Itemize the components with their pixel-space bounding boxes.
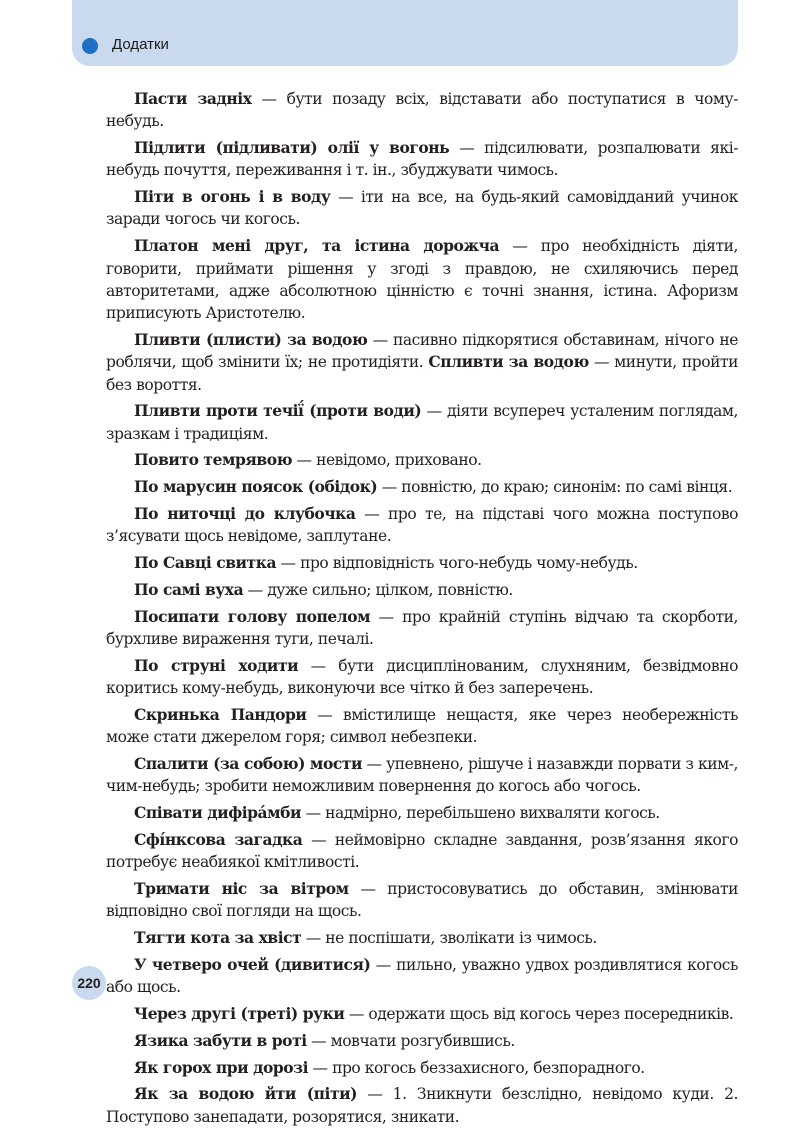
- entry-definition: — вмістилище нещастя, яке через необережність може стати джерелом горя; символ небезпеки.: [106, 705, 738, 747]
- entry-term: Підлити (підливати) олії у вогонь: [134, 138, 450, 158]
- entry-term: По струні ходити: [134, 655, 299, 675]
- glossary-entry: [106, 802, 738, 824]
- entry-term: Повито темрявою: [134, 450, 293, 470]
- glossary-entry: [106, 88, 738, 133]
- entry-term: Скринька Пандори: [134, 704, 307, 724]
- entry-term: Тримати ніс за вітром: [134, 879, 349, 898]
- entry-definition: — пильно, уважно удвох роздивлятися когось або щось.: [106, 955, 738, 997]
- glossary-entry: [106, 449, 738, 471]
- entry-term: По Савці свитка: [134, 553, 277, 573]
- entry-term: По ниточці до клубочка: [134, 504, 356, 524]
- glossary-entry: [106, 400, 738, 445]
- entry-term: Пливти проти течії́ (проти води): [134, 401, 422, 421]
- glossary-entry: [106, 1057, 738, 1079]
- entry-term: Пливти (плисти) за водою: [134, 329, 368, 349]
- entry-definition: — повністю, до краю; синонім: по самі вінця.: [381, 478, 733, 497]
- entry-term: Пасти задніх: [134, 89, 252, 108]
- glossary-entry: [106, 579, 738, 601]
- entry-definition: — про те, на підставі чого можна поступово з’ясувати щось невідоме, заплутане.: [106, 505, 738, 546]
- entry-definition: — про когось беззахисного, безпорадного.: [312, 1058, 645, 1077]
- glossary-entry: [106, 954, 738, 999]
- entry-term: Як горох при дорозі: [134, 1057, 309, 1077]
- entry-definition: — про відповідність чого-небудь чому-небудь.: [280, 554, 638, 573]
- entry-definition: — мовчати розгубившись.: [311, 1031, 515, 1050]
- entry-term: По марусин поясок (обідок): [134, 477, 378, 497]
- entry-definition: — підсилювати, розпалювати які-небудь почуття, переживання і т. ін., збуджувати чимось.: [106, 139, 738, 180]
- entry-definition: — дуже сильно; цілком, повністю.: [247, 580, 513, 599]
- entry-term: Через другі (треті) руки: [134, 1003, 345, 1023]
- entry-definition: — пристосовуватись до обставин, змінювати відповідно свої погляди на щось.: [106, 880, 738, 921]
- entry-definition: — бути позаду всіх, відставати або поступатися в чому-небудь.: [106, 90, 738, 131]
- glossary-entry: [106, 503, 738, 548]
- glossary-entry: [106, 329, 738, 396]
- section-title: Додатки: [112, 36, 169, 53]
- entry-term: Тягти кота за хвіст: [134, 928, 302, 948]
- glossary-entry: [106, 1083, 738, 1128]
- glossary-content: [106, 88, 738, 1132]
- entry-definition: — неймовірно складне завдання, розв’язання якого потребує неабиякої кмітливості.: [106, 830, 738, 872]
- glossary-entry: [106, 1003, 738, 1025]
- entry-definition: — про крайній ступінь відчаю та скорботи, бурхливе вираження туги, печалі.: [106, 607, 738, 649]
- page-header: [72, 0, 738, 66]
- section-bullet-icon: [82, 38, 98, 54]
- entry-term: Спалити (за собою) мости: [134, 754, 363, 774]
- entry-definition: — 1. Зникнути безслідно, невідомо куди. 2. Поступово занепадати, розорятися, зникати.: [106, 1085, 738, 1126]
- entry-definition: — не поспішати, зволікати із чимось.: [305, 929, 597, 948]
- entry-definition: — бути дисциплінованим, слухняним, безвідмовно коритись кому-небудь, виконуючи все чітко й без заперечень.: [106, 656, 738, 698]
- entry-definition: — діяти всупереч усталеним поглядам, зразкам і традиціям.: [106, 402, 738, 443]
- glossary-entry: [106, 753, 738, 798]
- entry-term: Піти в огонь і в воду: [134, 187, 331, 207]
- entry-definition: — іти на все, на будь-який самовідданий учинок заради чогось чи когось.: [106, 188, 738, 229]
- glossary-entry: [106, 606, 738, 651]
- entry-term: Сфі́нксова загадка: [134, 829, 303, 849]
- entry-definition: — пасивно підкорятися обставинам, нічого не роблячи, щоб змінити їх; не протидіяти.: [106, 330, 738, 372]
- entry-term: Співати дифіра́мби: [134, 803, 302, 823]
- entry-term-secondary: Спливти за водою: [428, 352, 589, 372]
- entry-definition: — надмірно, перебільшено вихваляти когось.: [305, 804, 660, 823]
- entry-term: У четверо очей (дивитися): [134, 954, 371, 974]
- glossary-entry: [106, 186, 738, 231]
- entry-term: Посипати голову попелом: [134, 606, 371, 626]
- glossary-entry: [106, 137, 738, 182]
- entry-definition-secondary: — минути, пройти без вороття.: [106, 353, 738, 394]
- page-number: 220: [72, 966, 106, 1000]
- glossary-entry: [106, 552, 738, 574]
- entry-term: По самі вуха: [134, 579, 244, 599]
- glossary-entry: [106, 878, 738, 923]
- entry-term: Платон мені друг, та істина дорожча: [134, 236, 500, 256]
- entry-term: Як за водою йти (піти): [134, 1084, 358, 1104]
- glossary-entry: [106, 476, 738, 498]
- glossary-entry: [106, 704, 738, 749]
- glossary-entry: [106, 235, 738, 324]
- glossary-entry: [106, 1030, 738, 1052]
- entry-definition: — про необхідність діяти, говорити, приймати рішення у згоді з правдою, не схиляючись перед авторитетами, адже абсолютною цінністю є точні знання, істина. Афоризм приписують Аристотелю.: [106, 237, 738, 323]
- glossary-entry: [106, 655, 738, 700]
- entry-definition: — упевнено, рішуче і назавжди порвати з ким-, чим-небудь; зробити неможливим повернення до когось або чогось.: [106, 755, 739, 796]
- entry-definition: — одержати щось від когось через посередників.: [348, 1004, 734, 1023]
- entry-definition: — невідомо, приховано.: [296, 451, 482, 470]
- glossary-entry: [106, 927, 738, 949]
- entry-term: Язика забути в роті: [134, 1030, 307, 1050]
- glossary-entry: [106, 829, 738, 874]
